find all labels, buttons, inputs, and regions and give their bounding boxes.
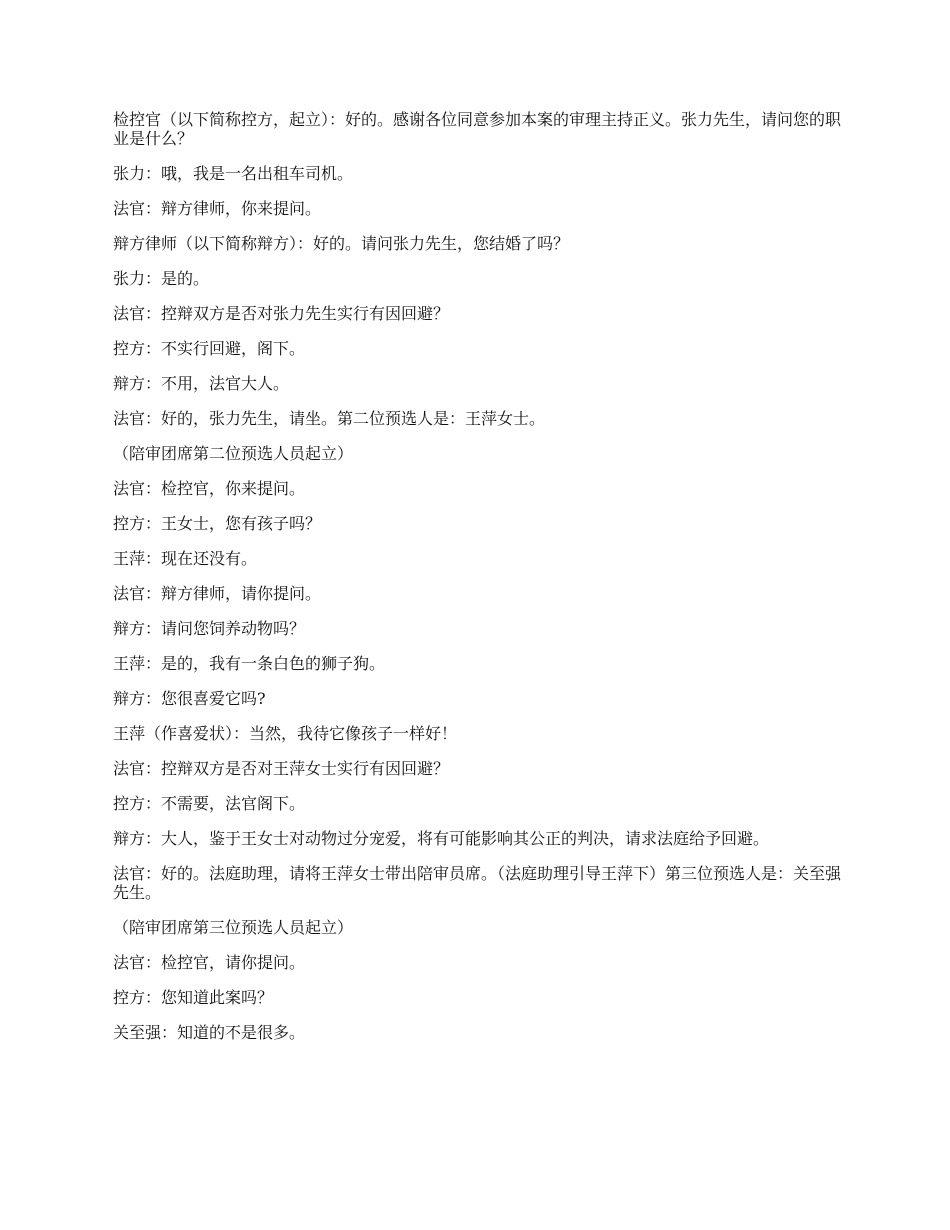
document-page xyxy=(113,110,841,1058)
paragraph-15: 辩方：请问您饲养动物吗？ xyxy=(113,619,306,638)
paragraph-5: 张力：是的。 xyxy=(113,269,210,288)
paragraph-10: （陪审团席第二位预选人员起立） xyxy=(113,444,354,463)
paragraph-6: 法官：控辩双方是否对张力先生实行有因回避？ xyxy=(113,304,450,323)
paragraph-16: 王萍：是的，我有一条白色的狮子狗。 xyxy=(113,654,386,673)
paragraph-20: 控方：不需要，法官阁下。 xyxy=(113,794,306,813)
paragraph-9: 法官：好的，张力先生，请坐。第二位预选人是：王萍女士。 xyxy=(113,409,546,428)
paragraph-25: 控方：您知道此案吗？ xyxy=(113,988,274,1007)
paragraph-24: 法官：检控官，请你提问。 xyxy=(113,953,306,972)
paragraph-18: 王萍（作喜爱状）：当然，我待它像孩子一样好！ xyxy=(113,724,458,743)
paragraph-2: 张力：哦，我是一名出租车司机。 xyxy=(113,164,354,183)
paragraph-1: 检控官（以下简称控方，起立）：好的。感谢各位同意参加本案的审理主持正义。张力先生，请问您的职业是什么？ xyxy=(113,110,842,148)
paragraph-23: （陪审团席第三位预选人员起立） xyxy=(113,918,354,937)
paragraph-14: 法官：辩方律师，请你提问。 xyxy=(113,584,322,603)
paragraph-12: 控方：王女士，您有孩子吗？ xyxy=(113,514,322,533)
paragraph-3: 法官：辩方律师，你来提问。 xyxy=(113,199,322,218)
paragraph-26: 关至强：知道的不是很多。 xyxy=(113,1023,306,1042)
paragraph-7: 控方：不实行回避，阁下。 xyxy=(113,339,306,358)
paragraph-22: 法官：好的。法庭助理，请将王萍女士带出陪审员席。（法庭助理引导王萍下）第三位预选人是：关至强先生。 xyxy=(113,864,842,902)
paragraph-19: 法官：控辩双方是否对王萍女士实行有因回避？ xyxy=(113,759,450,778)
paragraph-4: 辩方律师（以下简称辩方）：好的。请问张力先生，您结婚了吗？ xyxy=(113,234,570,253)
paragraph-13: 王萍：现在还没有。 xyxy=(113,549,258,568)
paragraph-17: 辩方：您很喜爱它吗? xyxy=(113,689,266,708)
paragraph-8: 辩方：不用，法官大人。 xyxy=(113,374,290,393)
paragraph-21: 辩方：大人，鉴于王女士对动物过分宠爱，将有可能影响其公正的判决，请求法庭给予回避。 xyxy=(113,829,770,848)
paragraph-11: 法官：检控官，你来提问。 xyxy=(113,479,306,498)
